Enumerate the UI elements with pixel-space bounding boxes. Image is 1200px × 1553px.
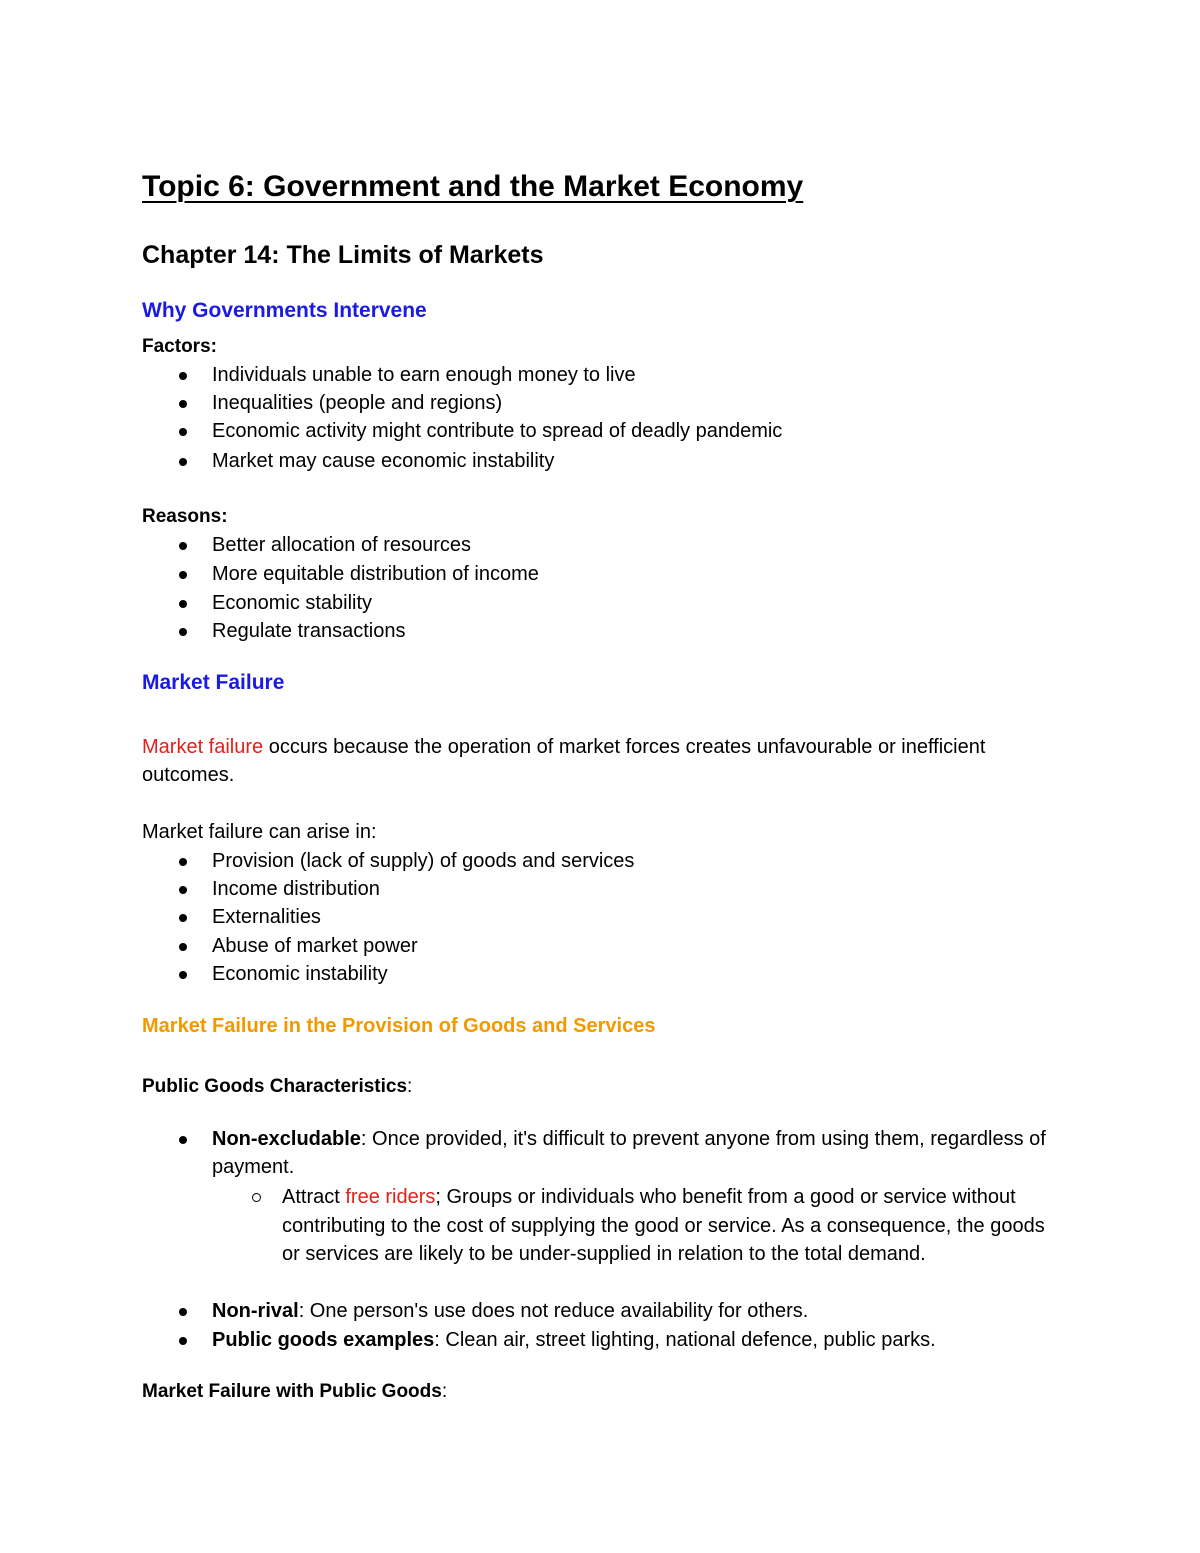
- free-riders-term: free riders: [345, 1186, 436, 1208]
- market-failure-public-goods-label: Market Failure with Public Goods:: [142, 1381, 448, 1402]
- non-rival-item: Non-rival: One person's use does not reduce availability for others.: [212, 1297, 1062, 1325]
- market-failure-heading: Market Failure: [142, 671, 285, 694]
- free-riders-item: Attract free riders; Groups or individuals who benefit from a good or service without contributing to the cost of supplying the good or service. As a consequence, the goods or services are likely to be under-supplied in relation to the total demand.: [282, 1183, 1062, 1269]
- public-goods-examples-item: Public goods examples: Clean air, street lighting, national defence, public parks.: [212, 1326, 1062, 1354]
- reason-item: More equitable distribution of income: [212, 560, 1062, 588]
- provision-heading: Market Failure in the Provision of Goods and Services: [142, 1015, 656, 1037]
- why-governments-intervene-heading: Why Governments Intervene: [142, 299, 427, 322]
- reason-item: Regulate transactions: [212, 617, 1062, 645]
- arise-item: Economic instability: [212, 960, 1062, 988]
- document-title: Topic 6: Government and the Market Economy: [142, 170, 804, 203]
- reason-item: Better allocation of resources: [212, 531, 1062, 559]
- non-excludable-item: Non-excludable: Once provided, it's difficult to prevent anyone from using them, regardless of payment.: [212, 1125, 1062, 1181]
- non-excludable-term: Non-excludable: [212, 1128, 361, 1150]
- factor-item: Economic activity might contribute to spread of deadly pandemic: [212, 417, 1062, 445]
- market-failure-term: Market failure: [142, 736, 264, 758]
- market-failure-arise-intro: Market failure can arise in:: [142, 821, 377, 843]
- factors-label: Factors:: [142, 336, 217, 357]
- chapter-heading: Chapter 14: The Limits of Markets: [142, 241, 544, 269]
- arise-item: Externalities: [212, 903, 1062, 931]
- market-failure-definition-text: occurs because the operation of market forces creates unfavourable or inefficient outcomes.: [142, 736, 986, 786]
- factor-item: Individuals unable to earn enough money to live: [212, 361, 1062, 389]
- arise-item: Income distribution: [212, 875, 1062, 903]
- public-goods-examples-term: Public goods examples: [212, 1329, 435, 1351]
- non-rival-term: Non-rival: [212, 1300, 299, 1322]
- arise-item: Abuse of market power: [212, 932, 1062, 960]
- market-failure-definition: [142, 733, 1072, 789]
- reason-item: Economic stability: [212, 589, 1062, 617]
- arise-item: Provision (lack of supply) of goods and services: [212, 847, 1062, 875]
- reasons-label: Reasons:: [142, 506, 228, 527]
- factor-item: Inequalities (people and regions): [212, 389, 1062, 417]
- factor-item: Market may cause economic instability: [212, 447, 1062, 475]
- public-goods-characteristics-label: Public Goods Characteristics:: [142, 1076, 413, 1097]
